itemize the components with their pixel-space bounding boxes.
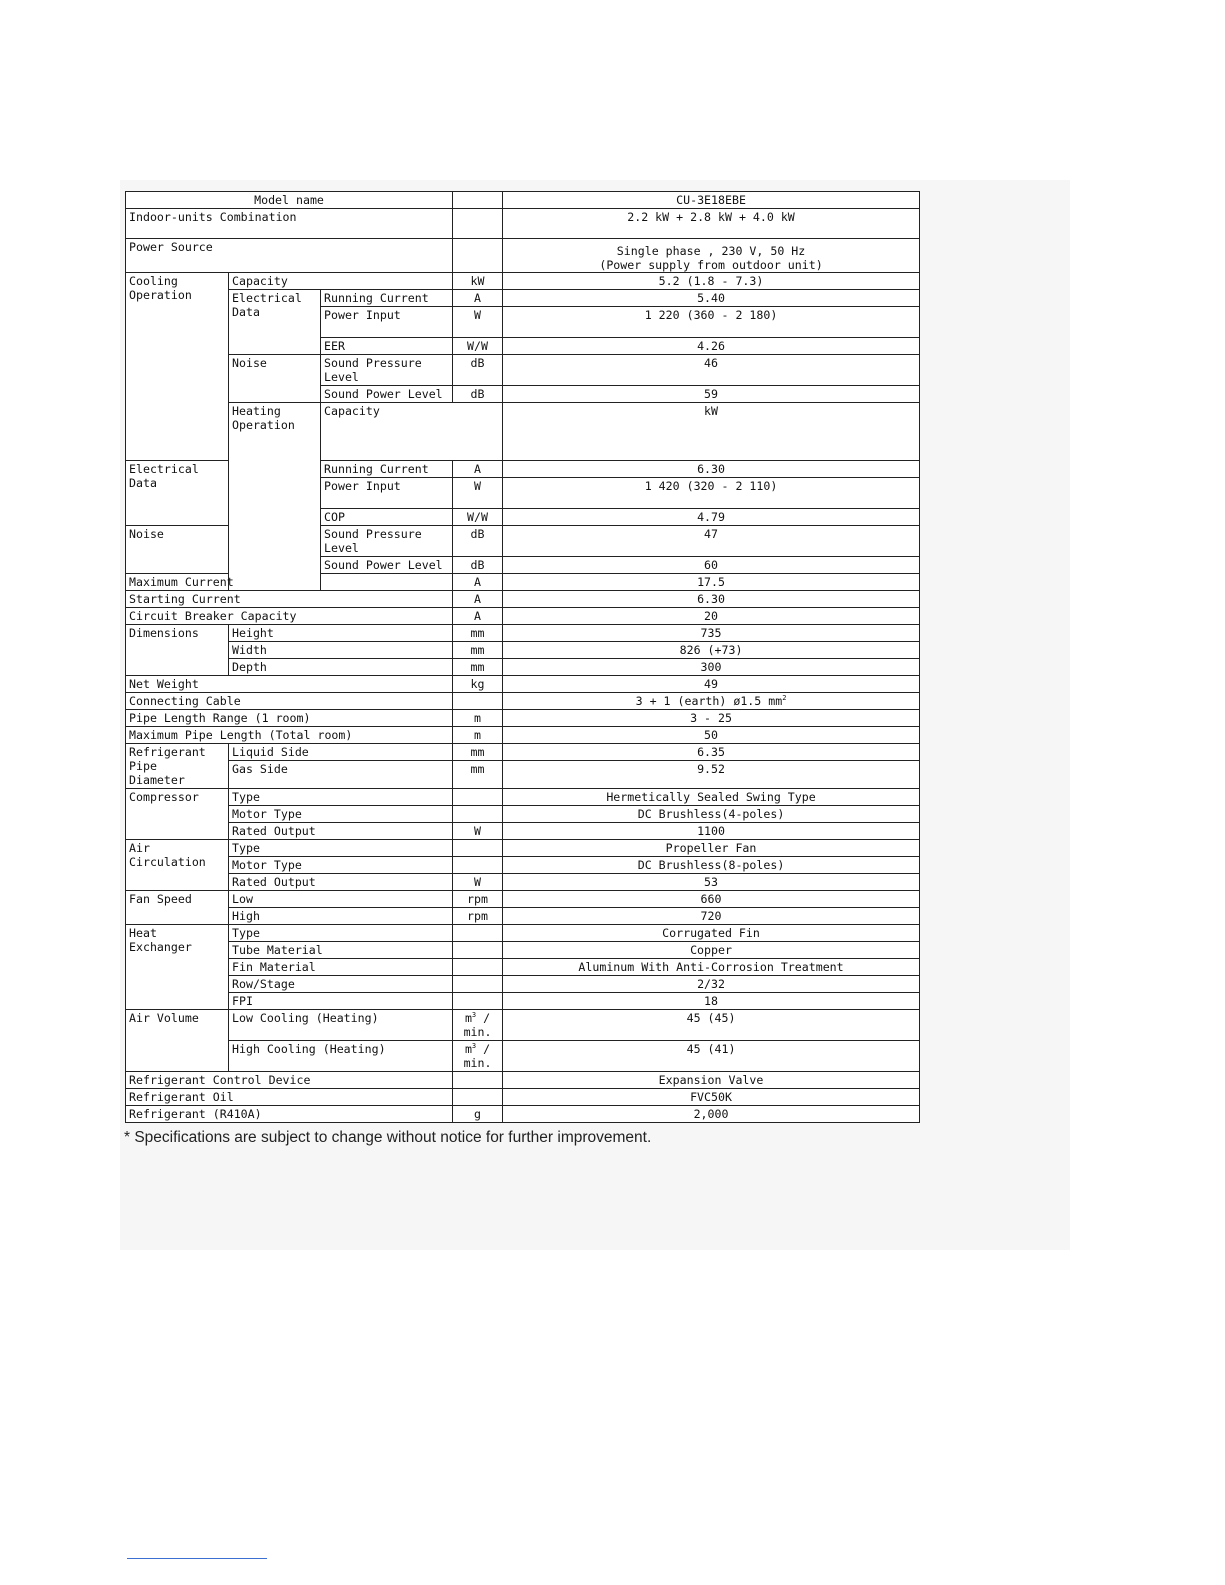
table-row: Noise Sound Pressure Level dB 46 [126,355,920,386]
table-row: Sound Power Level dB 59 [126,386,920,403]
table-row: Rated Output W 53 [126,874,920,891]
table-row: High rpm 720 [126,908,920,925]
table-row: High Cooling (Heating) $m^3$ / min. 45 (41) [126,1041,920,1072]
table-row: Refrigerant Control Device Expansion Valve [126,1072,920,1089]
table-row: Power Input W 1 220 (360 - 2 180) [126,307,920,338]
table-row: Air Circulation Type Propeller Fan [126,840,920,857]
table-row: Indoor-units Combination 2.2 kW + 2.8 kW + 4.0 kW [126,209,920,239]
table-row: Power Input W 1 420 (320 - 2 110) [126,478,920,509]
table-row: Air Volume Low Cooling (Heating) $m^3$ / min. 45 (45) [126,1010,920,1041]
model-value: CU-3E18EBE [503,192,920,209]
table-row: Heat Exchanger Type Corrugated Fin [126,925,920,942]
table-row: Sound Power Level dB 60 [126,557,920,574]
table-row: Cooling Operation Capacity kW 5.2 (1.8 - 7.3) [126,273,920,290]
cooling-group: Cooling Operation [126,273,229,461]
footnote: * Specifications are subject to change without notice for further improvement. [124,1129,652,1146]
table-row: Noise Sound Pressure Level dB 47 [126,526,920,557]
table-row: Motor Type DC Brushless(4-poles) [126,806,920,823]
table-row: Tube Material Copper [126,942,920,959]
table-row: Refrigerant Oil FVC50K [126,1089,920,1106]
table-row: EER W/W 4.26 [126,338,920,355]
footer-rule [127,1558,267,1559]
model-label: Model name [126,192,453,209]
table-row: Electrical Data Running Current A 6.30 [126,461,920,478]
table-row: Width mm 826 (+73) [126,642,920,659]
table-row: Motor Type DC Brushless(8-poles) [126,857,920,874]
table-row: Row/Stage 2/32 [126,976,920,993]
table-row: Fan Speed Low rpm 660 [126,891,920,908]
table-row: FPI 18 [126,993,920,1010]
specification-table [125,191,920,1123]
table-row: Connecting Cable 3 + 1 (earth) ø1.5 $mm^2$ [126,693,920,710]
table-row: Pipe Length Range (1 room) m 3 - 25 [126,710,920,727]
table-row: Rated Output W 1100 [126,823,920,840]
table-row: COP W/W 4.79 [126,509,920,526]
table-row: Electrical Data Running Current A 5.40 [126,290,920,307]
table-row: Refrigerant (R410A) g 2,000 [126,1106,920,1123]
table-row: Starting Current A 6.30 [126,591,920,608]
table-row: Heating Operation Capacity kW [126,403,920,461]
table-row: Fin Material Aluminum With Anti-Corrosion Treatment [126,959,920,976]
table-row: Refrigerant Pipe Diameter Liquid Side mm 6.35 [126,744,920,761]
table-row: Circuit Breaker Capacity A 20 [126,608,920,625]
table-row: Depth mm 300 [126,659,920,676]
table-row: Net Weight kg 49 [126,676,920,693]
table-row: Maximum Current A 17.5 [126,574,920,591]
table-row: Dimensions Height mm 735 [126,625,920,642]
heating-group: Heating Operation [229,403,321,591]
table-row: Compressor Type Hermetically Sealed Swing Type [126,789,920,806]
table-row [126,192,920,209]
table-row: Power Source Single phase , 230 V, 50 Hz (Power supply from outdoor unit) [126,239,920,273]
table-row: Maximum Pipe Length (Total room) m 50 [126,727,920,744]
table-row: Gas Side mm 9.52 [126,761,920,789]
